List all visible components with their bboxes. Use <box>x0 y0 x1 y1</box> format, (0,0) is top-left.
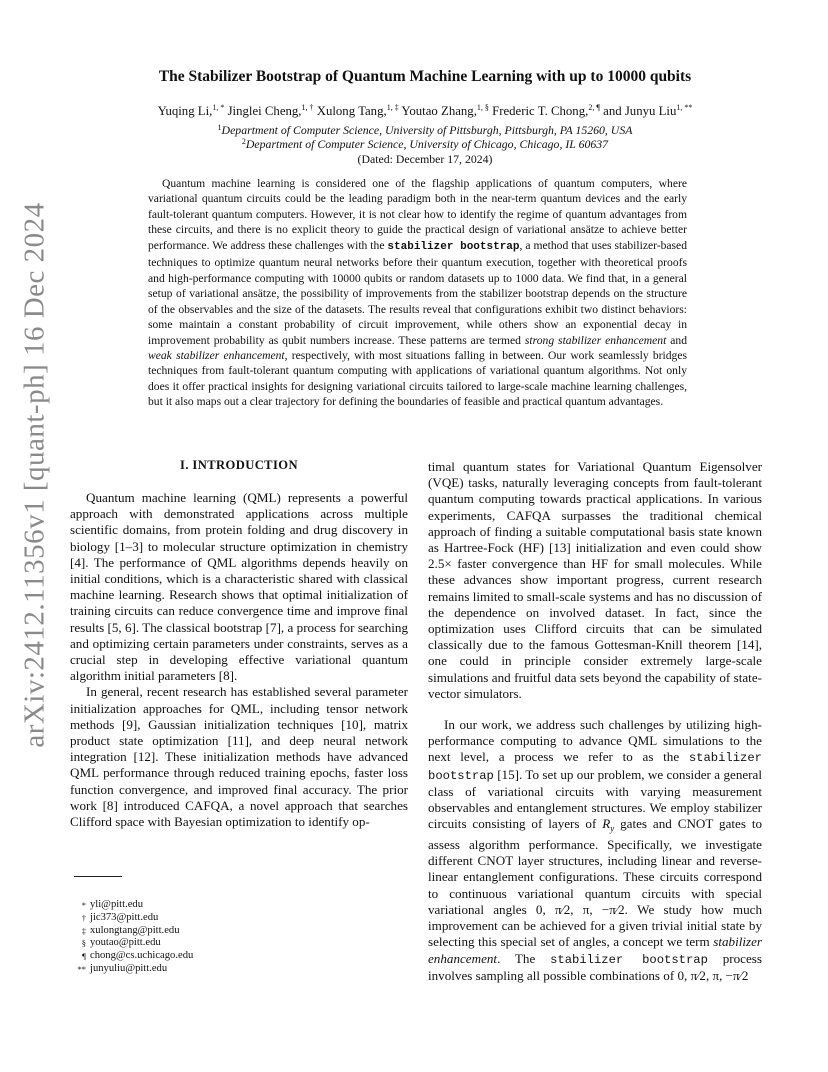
author: Xulong Tang,$^{1, \ddagger}$ <box>313 103 399 118</box>
author: Youtao Zhang,$^{1, \S}$ <box>398 103 489 118</box>
paragraph: timal quantum states for Variational Quantum Eigensolver (VQE) tasks, naturally leveraging concepts from fault-tolerant quantum computing towards practical applications. In various experiments, CAFQA surpasses the traditional chemical approach of finding a suitable computational basis state known as Hartree-Fock (HF) [13] initialization and even could show 2.5× faster convergence than HF for small molecules. While these advances show important progress, current research remains limited to small-scale systems and has no discussion of the dependence on involved dataset. In fact, since the optimization uses Clifford circuits that can be simulated classically due to the famous Gottesman-Knill theorem [14], one could in principle consider extremely large-scale simulations and fruitful data sets beyond the capability of state-vector simulators. <box>428 459 762 701</box>
footnote: § youtao@pitt.edu <box>81 937 161 949</box>
paragraph: In our work, we address such challenges by utilizing high-performance computing to advance QML simulations to the next level, a process we refer to as the stabilizer bootstrap [15]. To set up our problem, we consider a general class of variational circuits with varying measurement observables and entanglement structures. We employ stabilizer circuits consisting of layers of $R_y$ gates and CNOT gates to assess algorithm performance. Specifically, we investigate different CNOT layer structures, including linear and reverse-linear entanglement configurations. These circuits correspond to continuous variational quantum circuits with special variational angles 0, π⁄2, π, −π⁄2. We study how much improvement can be achieved for a given trivial initial state by selecting this special set of angles, a concept we term stabilizer enhancement. The stabilizer bootstrap process involves sampling all possible combinations of 0, π⁄2, π, −π⁄2 <box>428 717 763 983</box>
paragraph: In general, recent research has established several parameter initialization approaches for QML, including tensor network methods [9], Gaussian initialization techniques [10], matrix product state optimization [11], and deep neural network integration [12]. These initialization methods have advanced QML performance through reduced training epochs, faster loss function convergence, and improved final accuracy. The prior work [8] introduced CAFQA, a novel approach that searches Clifford space with Bayesian optimization to identify op- <box>70 684 408 830</box>
arxiv-identifier-text: arXiv:2412.11356v1 [quant-ph] 16 Dec 2024 <box>18 202 51 748</box>
author: Yuqing Li,$^{1, *}$ <box>157 103 225 118</box>
footnote: ¶ chong@cs.uchicago.edu <box>82 950 194 962</box>
left-column <box>70 490 408 830</box>
date-line: (Dated: December 17, 2024) <box>357 152 493 166</box>
footnote: * yli@pitt.edu <box>81 899 144 910</box>
paragraph: Quantum machine learning (QML) represents a powerful approach with demonstrated applications across multiple scientific domains, from protein folding and drug discovery in biology [1–3] to molecular structure optimization in chemistry [4]. The performance of QML algorithms depends heavily on initial conditions, which is a characteristic shared with classical machine learning. Research shows that optimal initialization of training circuits can reduce convergence time and improve final results [5, 6]. The classical bootstrap [7], a process for searching and optimizing certain parameters under constraints, serves as a crucial step in developing effective variational quantum algorithm initial parameters [8]. <box>70 490 408 684</box>
arxiv-identifier-stamp <box>18 202 51 748</box>
author: Jinglei Cheng,$^{1, \dagger}$ <box>224 103 314 118</box>
author: and Junyu Liu$^{1, **}$ <box>599 103 693 118</box>
paper-title: The Stabilizer Bootstrap of Quantum Machine Learning with up to 10000 qubits <box>158 68 692 85</box>
author: Frederic T. Chong,$^{2, \P}$ <box>488 103 600 118</box>
affiliation: $^1$Department of Computer Science, University of Pittsburgh, Pittsburgh, PA 15260, USA <box>217 123 633 137</box>
footnote-divider <box>74 876 122 877</box>
footnote: ‡ xulongtang@pitt.edu <box>81 924 180 936</box>
affiliation: $^2$Department of Computer Science, University of Chicago, Chicago, IL 60637 <box>241 137 609 151</box>
author-list <box>70 103 780 119</box>
abstract: Quantum machine learning is considered one of the flagship applications of quantum computers, where variational quantum circuits could be the leading paradigm both in the near-term quantum devices and the early fault-tolerant quantum computers. However, it is not clear how to identify the regime of quantum advantages from these circuits, and there is no explicit theory to guide the practical design of variational ansätze to achieve better performance. We address these challenges with the stabilizer bootstrap, a method that uses stabilizer-based techniques to optimize quantum neural networks before their quantum execution, together with theoretical proofs and high-performance computing with 10000 qubits or random datasets up to 1000 data. We find that, in a general setup of variational ansätze, the possibility of improvements from the stabilizer bootstrap depends on the structure of the observables and the size of the datasets. The results reveal that configurations exhibit two distinct behaviors: some maintain a constant probability of circuit improvement, while others show an exponential decay in improvement probability as qubit numbers increase. These patterns are termed strong stabilizer enhancement and weak stabilizer enhancement, respectively, with most situations falling in between. Our work seamlessly bridges techniques from fault-tolerant quantum computing with applications of variational quantum algorithms. Not only does it offer practical insights for designing variational circuits tailored to large-scale machine learning challenges, but it also maps out a clear trajectory for defining the boundaries of feasible and practical quantum advantages. <box>148 177 688 409</box>
footnote: ** junyuliu@pitt.edu <box>77 962 168 974</box>
footnotes <box>72 899 372 976</box>
right-column <box>428 459 762 984</box>
section-heading: I. INTRODUCTION <box>180 458 298 472</box>
footnote: † jic373@pitt.edu <box>81 911 159 923</box>
